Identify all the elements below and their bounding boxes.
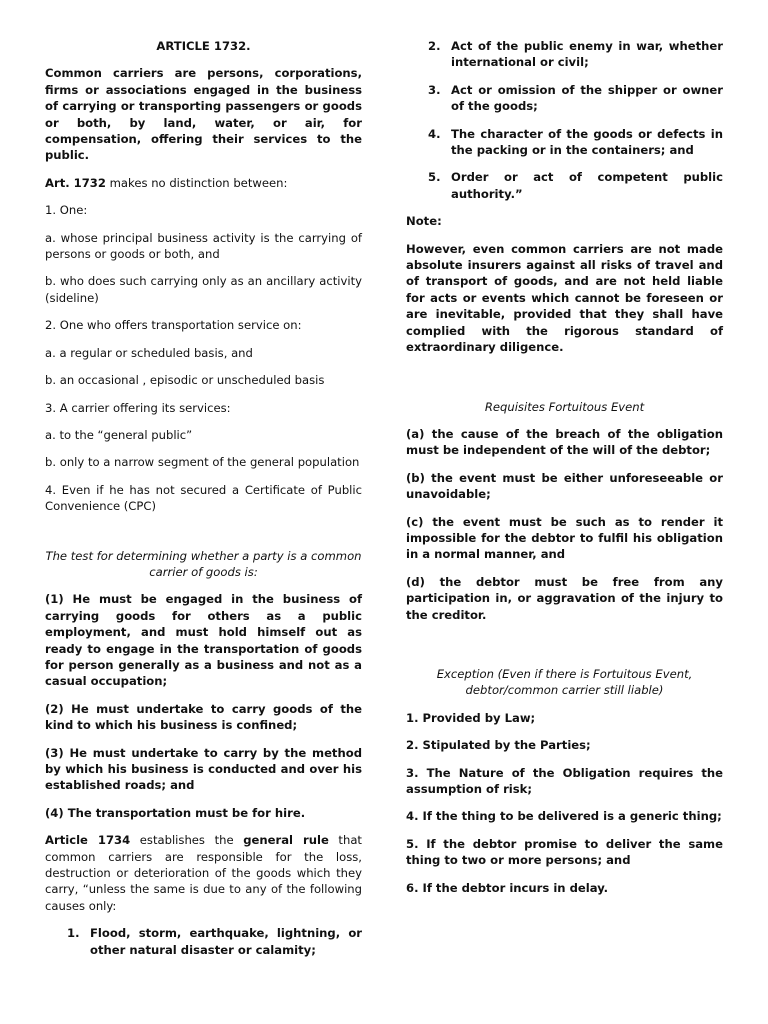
exception-item: 2. Stipulated by the Parties; (406, 738, 591, 753)
requisite-item: (a) the cause of the breach of the obligation must be independent of the will of the debtor; (406, 426, 723, 458)
distinction-item: b. who does such carrying only as an ancillary activity (sideline) (45, 274, 362, 305)
cause-number: 2. (428, 39, 441, 53)
distinction-intro (45, 175, 362, 191)
test-item: (4) The transportation must be for hire. (45, 805, 306, 820)
cause-item (406, 169, 723, 202)
cause-text: The character of the goods or defects in the packing or in the containers; and (451, 126, 723, 158)
distinction-item: 4. Even if he has not secured a Certificate of Public Convenience (CPC) (45, 482, 362, 514)
cause-item (406, 82, 723, 115)
note-text: However, even common carriers are not made absolute insurers against all risks of travel and of transport of goods, and are not held liable for acts or events which cannot be foreseen or are inevitable, provided that they shall have complied with the rigorous standard of extraordinary diligence. (406, 241, 723, 355)
cause-text: Act or omission of the shipper or owner of the goods; (451, 82, 723, 114)
requisite-item: (c) the event must be such as to render it impossible for the debtor to fulfil his obligation in a normal manner, and (406, 514, 723, 562)
cause-number: 3. (428, 82, 441, 97)
distinction-item: 3. A carrier offering its services: (45, 400, 231, 415)
cause-item (406, 126, 723, 159)
cause-item (406, 38, 723, 71)
test-item: (1) He must be engaged in the business of carrying goods for others as a public employment, and must hold himself out as ready to engage in the transportation of goods for person generally as a business and not as a casual occupation; (45, 592, 362, 689)
causes-list-right (406, 38, 723, 202)
left-column (45, 38, 362, 969)
cause-text: Act of the public enemy in war, whether international or civil; (451, 39, 723, 70)
cause-text: Order or act of competent public authority.” (451, 170, 723, 201)
distinction-item: 1. One: (45, 203, 88, 218)
art-ref: Art. 1732 (45, 175, 106, 190)
exception-item: 6. If the debtor incurs in delay. (406, 880, 609, 895)
art-1734-text: establishes the (130, 833, 244, 848)
art-1734-ref: Article 1734 (45, 833, 131, 848)
test-heading: The test for determining whether a party is a common carrier of goods is: (45, 548, 362, 579)
distinction-item: 2. One who offers transportation service on: (45, 318, 302, 333)
requisite-item: (b) the event must be either unforeseeable or unavoidable; (406, 470, 723, 502)
cause-item (45, 925, 362, 958)
test-item: (3) He must undertake to carry by the method by which his business is conducted and over his established roads; and (45, 745, 362, 793)
exception-item: 1. Provided by Law; (406, 710, 536, 725)
causes-list-left (45, 925, 362, 958)
distinction-item: b. only to a narrow segment of the general population (45, 455, 360, 470)
definition-paragraph: Common carriers are persons, corporations, firms or associations engaged in the business of carrying or transporting passengers or goods or both, by land, water, or air, for compensation, offering their services to the public. (45, 66, 362, 163)
article-1734-paragraph (45, 832, 362, 914)
note-label: Note: (406, 214, 442, 229)
cause-number: 5. (428, 170, 441, 185)
exception-item: 5. If the debtor promise to deliver the same thing to two or more persons; and (406, 836, 723, 868)
article-title: ARTICLE 1732. (156, 39, 251, 53)
exception-item: 3. The Nature of the Obligation requires the assumption of risk; (406, 765, 723, 796)
requisite-item: (d) the debtor must be free from any participation in, or aggravation of the injury to the creditor. (406, 574, 723, 622)
general-rule-text: general rule (243, 833, 329, 848)
distinction-item: b. an occasional , episodic or unscheduled basis (45, 373, 325, 388)
distinction-item: a. a regular or scheduled basis, and (45, 345, 253, 360)
test-item: (2) He must undertake to carry goods of the kind to which his business is confined; (45, 701, 362, 733)
right-column (406, 38, 723, 907)
distinction-item: a. to the “general public” (45, 427, 193, 442)
exception-item: 4. If the thing to be delivered is a generic thing; (406, 809, 722, 824)
cause-text: Flood, storm, earthquake, lightning, or other natural disaster or calamity; (90, 926, 362, 957)
exception-heading: Exception (Even if there is Fortuitous Event, debtor/common carrier still liable) (436, 666, 693, 698)
art-intro-text: makes no distinction between: (105, 175, 288, 190)
distinction-item: a. whose principal business activity is the carrying of persons or goods or both, and (45, 230, 362, 262)
cause-number: 4. (428, 126, 441, 141)
cause-number: 1. (67, 926, 80, 941)
art-1734-text-rest: that common carriers are responsible for the loss, destruction or deterioration of the goods which they carry, “unless the same is due to any of the following causes only: (45, 833, 362, 913)
requisites-heading: Requisites Fortuitous Event (484, 399, 645, 414)
